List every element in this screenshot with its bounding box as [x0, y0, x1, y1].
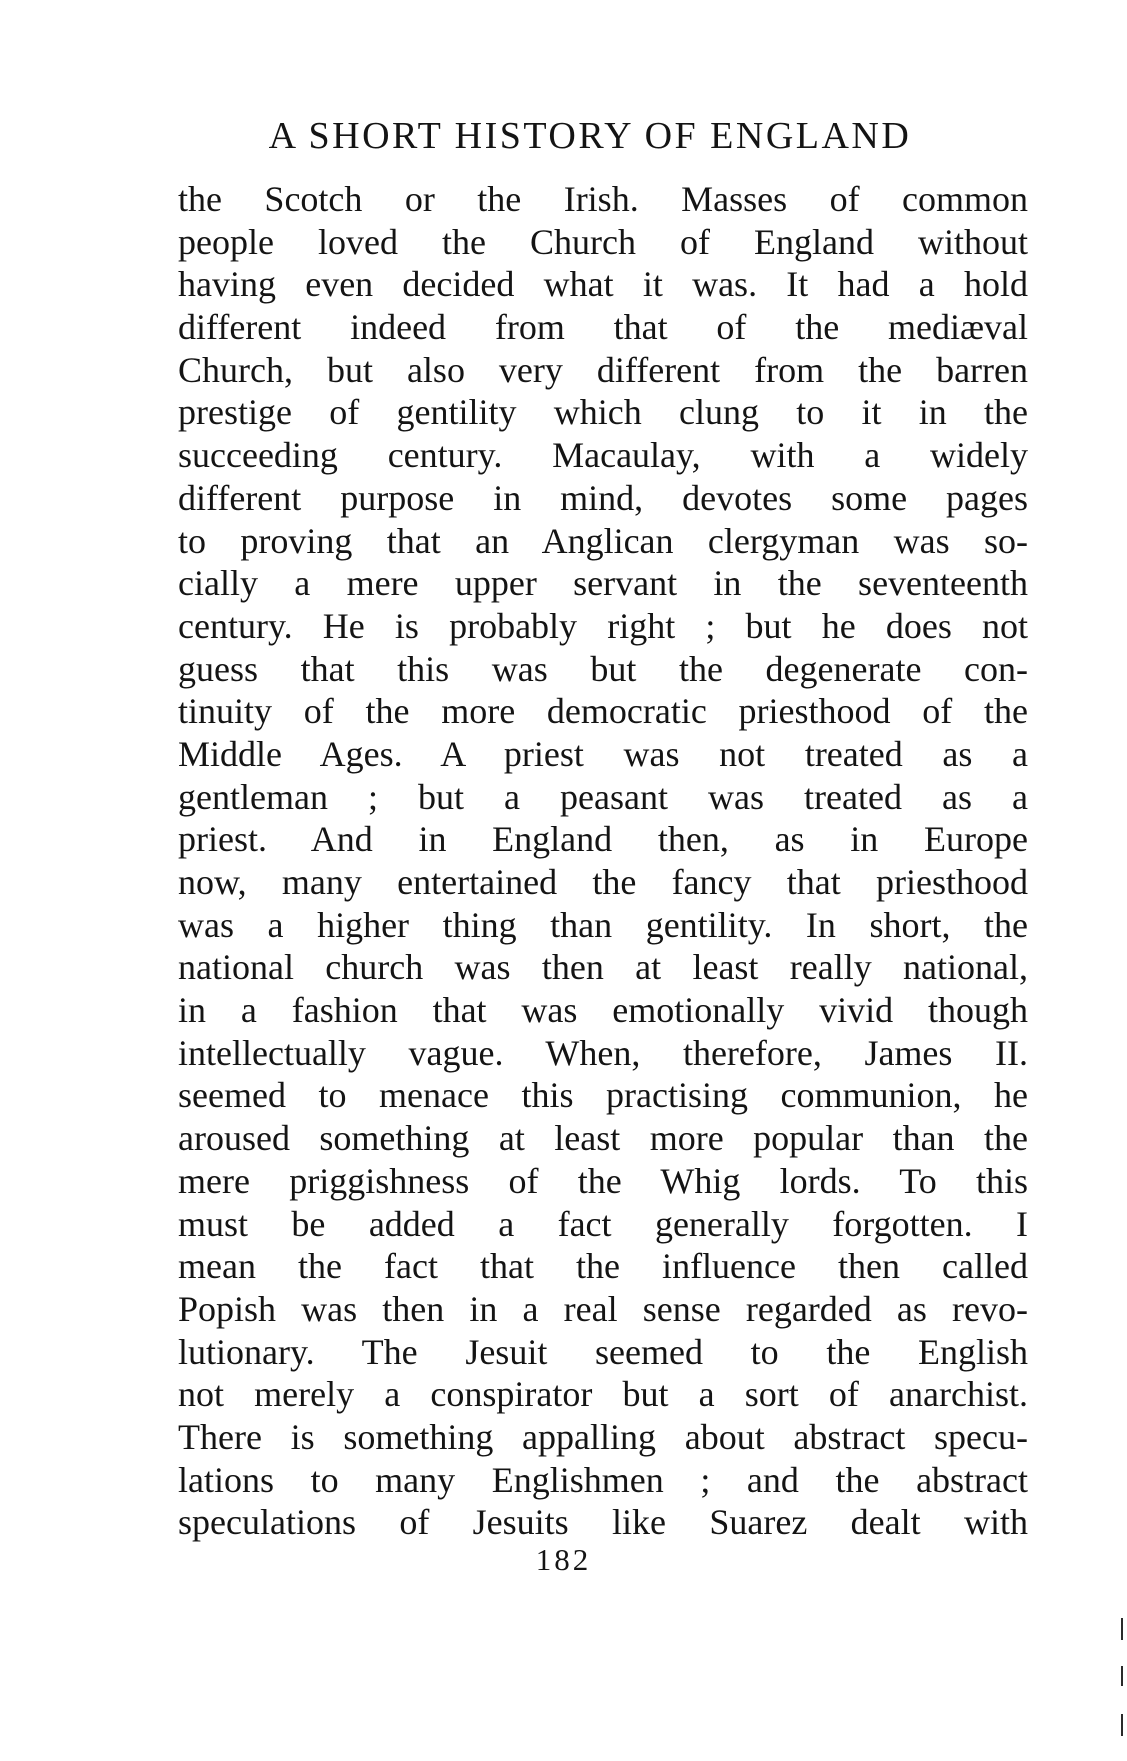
text-line: succeeding century. Macaulay, with a widely [178, 435, 1028, 476]
text-line: tinuity of the more democratic priesthood of the [178, 691, 1028, 732]
text-line: lations to many Englishmen ; and the abstract [178, 1459, 1028, 1500]
text-line: in a fashion that was emotionally vivid though [178, 990, 1028, 1031]
page-number: 182 [535, 1542, 592, 1577]
text-line: different purpose in mind, devotes some pages [178, 477, 1028, 518]
text-line: must be added a fact generally forgotten. I [178, 1203, 1028, 1244]
text-line: cially a mere upper servant in the seventeenth [178, 563, 1028, 604]
text-line: There is something appalling about abstract specu- [178, 1416, 1028, 1457]
body-text [178, 178, 1028, 1544]
text-line: the Scotch or the Irish. Masses of common [178, 179, 1028, 219]
text-line: guess that this was but the degenerate con- [178, 648, 1028, 689]
text-line: seemed to menace this practising communion, he [178, 1075, 1028, 1116]
text-line: was a higher thing than gentility. In short, the [178, 904, 1028, 945]
text-line: now, many entertained the fancy that priesthood [178, 862, 1028, 902]
text-line: Church, but also very different from the barren [178, 349, 1028, 390]
text-line: mere priggishness of the Whig lords. To this [178, 1160, 1028, 1201]
text-line: priest. And in England then, as in Europe [178, 819, 1028, 860]
text-line: gentleman ; but a peasant was treated as a [178, 776, 1028, 817]
text-line: lutionary. The Jesuit seemed to the English [178, 1331, 1028, 1372]
text-line: intellectually vague. When, therefore, James II. [178, 1032, 1028, 1073]
text-line: Middle Ages. A priest was not treated as a [178, 733, 1028, 774]
text-line: different indeed from that of the mediæval [178, 307, 1028, 348]
text-line: prestige of gentility which clung to it in the [178, 392, 1028, 433]
text-line: mean the fact that the influence then called [178, 1246, 1028, 1287]
running-head: A SHORT HISTORY OF ENGLAND [268, 115, 912, 157]
text-line: not merely a conspirator but a sort of anarchist. [178, 1374, 1028, 1415]
text-line: aroused something at least more popular than the [178, 1118, 1028, 1159]
text-line: national church was then at least really national, [178, 947, 1028, 988]
text-line: having even decided what it was. It had a hold [178, 264, 1028, 305]
text-line: speculations of Jesuits like Suarez dealt with [178, 1502, 1028, 1543]
text-line: Popish was then in a real sense regarded as revo- [178, 1288, 1028, 1329]
text-line: to proving that an Anglican clergyman was so- [178, 520, 1028, 561]
scan-edge-marks [1121, 1618, 1124, 1761]
text-line: century. He is probably right ; but he does not [178, 605, 1028, 646]
text-line: people loved the Church of England without [178, 221, 1028, 262]
